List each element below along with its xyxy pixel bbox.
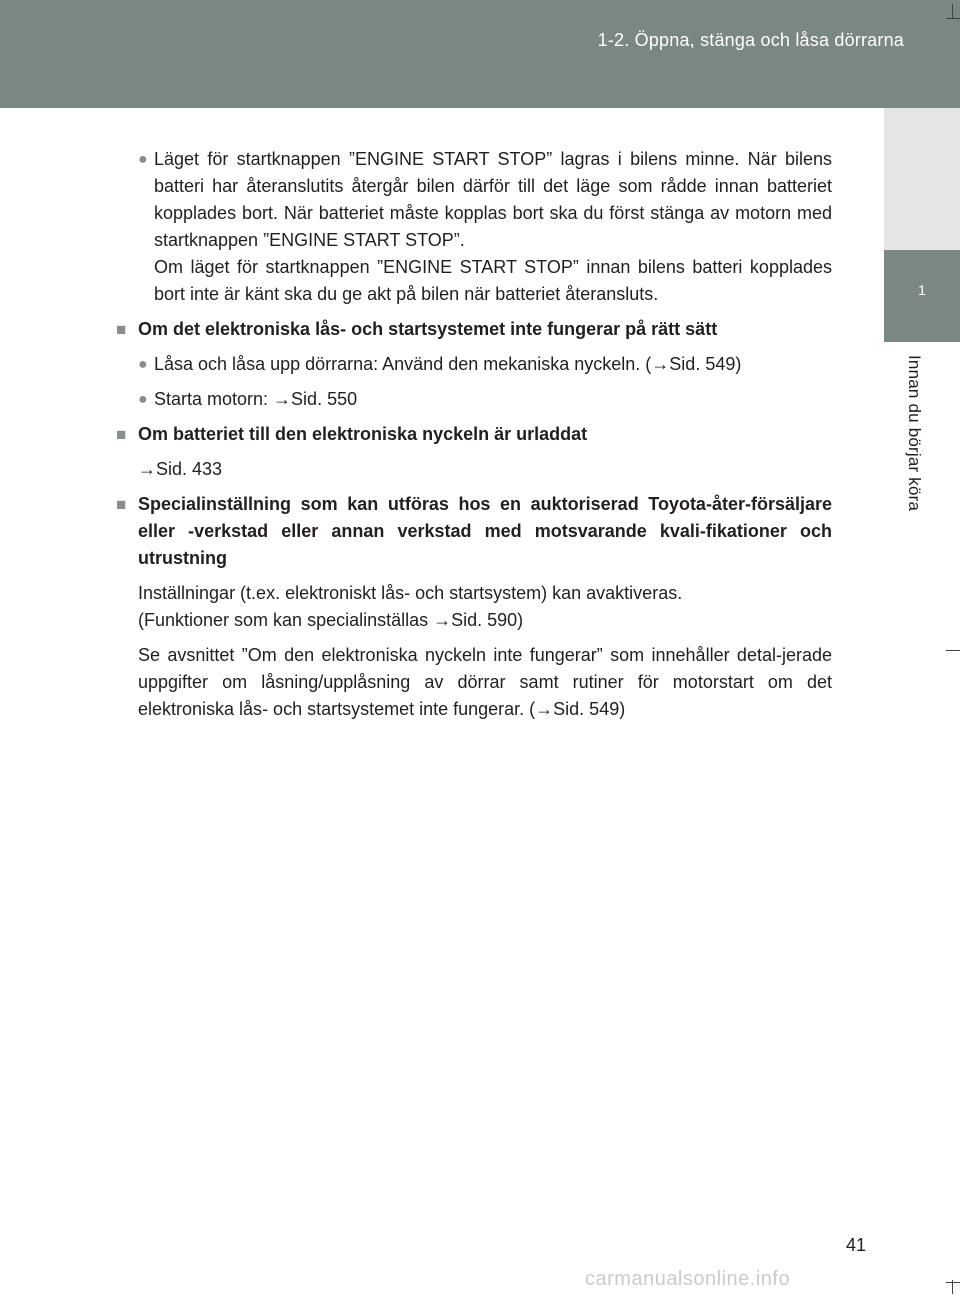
paragraph: Inställningar (t.ex. elektroniskt lås- och startsystem) kan avaktiveras.	[138, 583, 683, 603]
crop-mark	[946, 18, 960, 19]
bullet-icon: ●	[138, 151, 148, 168]
side-tab-spacer	[884, 108, 960, 250]
paragraph: Läget för startknappen ”ENGINE START STOP” lagras i bilens minne. När bilens batteri har återanslutits återgår bilen därför till det läge som rådde innan batteriet kopplades bort. När batteriet måste kopplas bort ska du först stänga av motorn med startknappen ”ENGINE START STOP”.	[154, 149, 832, 250]
bullet-icon: ●	[138, 356, 148, 373]
section-title: 1-2. Öppna, stänga och låsa dörrarna	[597, 30, 904, 50]
list-item	[116, 146, 832, 308]
square-bullet-icon: ■	[116, 495, 127, 514]
watermark: carmanualsonline.info	[585, 1268, 791, 1290]
chapter-label: Innan du börjar köra	[905, 355, 924, 512]
crop-mark	[952, 1280, 953, 1294]
crop-mark	[952, 4, 953, 18]
paragraph: Se avsnittet ”Om den elektroniska nyckeln inte fungerar” som innehåller detal-jerade uppgifter om låsning/upplåsning av dörrar samt rutiner för motorstart om det elektroniska lås- och startsystemet inte fungerar. (→Sid. 549)	[138, 645, 832, 719]
page-header	[0, 0, 960, 108]
square-bullet-icon: ■	[116, 320, 127, 339]
crop-mark	[946, 650, 960, 651]
list-item	[116, 351, 832, 378]
section-heading	[116, 421, 832, 448]
page-number: 41	[846, 1235, 867, 1255]
paragraph: Låsa och låsa upp dörrarna: Använd den mekaniska nyckeln. (→Sid. 549)	[154, 354, 742, 374]
section-heading	[116, 316, 832, 343]
list-item	[116, 386, 832, 413]
section-heading	[116, 491, 832, 572]
paragraph-block	[116, 580, 832, 634]
heading-text: Om batteriet till den elektroniska nyckeln är urladdat	[138, 424, 588, 444]
paragraph: Starta motorn: →Sid. 550	[154, 389, 358, 409]
paragraph: Om läget för startknappen ”ENGINE START STOP” innan bilens batteri kopplades bort inte är känt ska du ge akt på bilen när batteriet återansluts.	[154, 257, 832, 304]
chapter-number: 1	[918, 282, 926, 298]
crop-mark	[946, 1282, 960, 1283]
heading-text: Om det elektroniska lås- och startsystemet inte fungerar på rätt sätt	[138, 319, 718, 339]
paragraph-block	[116, 642, 832, 723]
page-content	[116, 146, 832, 731]
paragraph: (Funktioner som kan specialinställas →Sid. 590)	[138, 610, 524, 630]
square-bullet-icon: ■	[116, 425, 127, 444]
heading-text: Specialinställning som kan utföras hos en auktoriserad Toyota-åter-försäljare eller -verkstad eller annan verkstad med motsvarande kvali-fikationer och utrustning	[138, 494, 832, 568]
bullet-icon: ●	[138, 391, 148, 408]
page-reference: →Sid. 433	[138, 459, 223, 479]
reference	[116, 456, 832, 483]
chapter-tab	[884, 250, 960, 342]
